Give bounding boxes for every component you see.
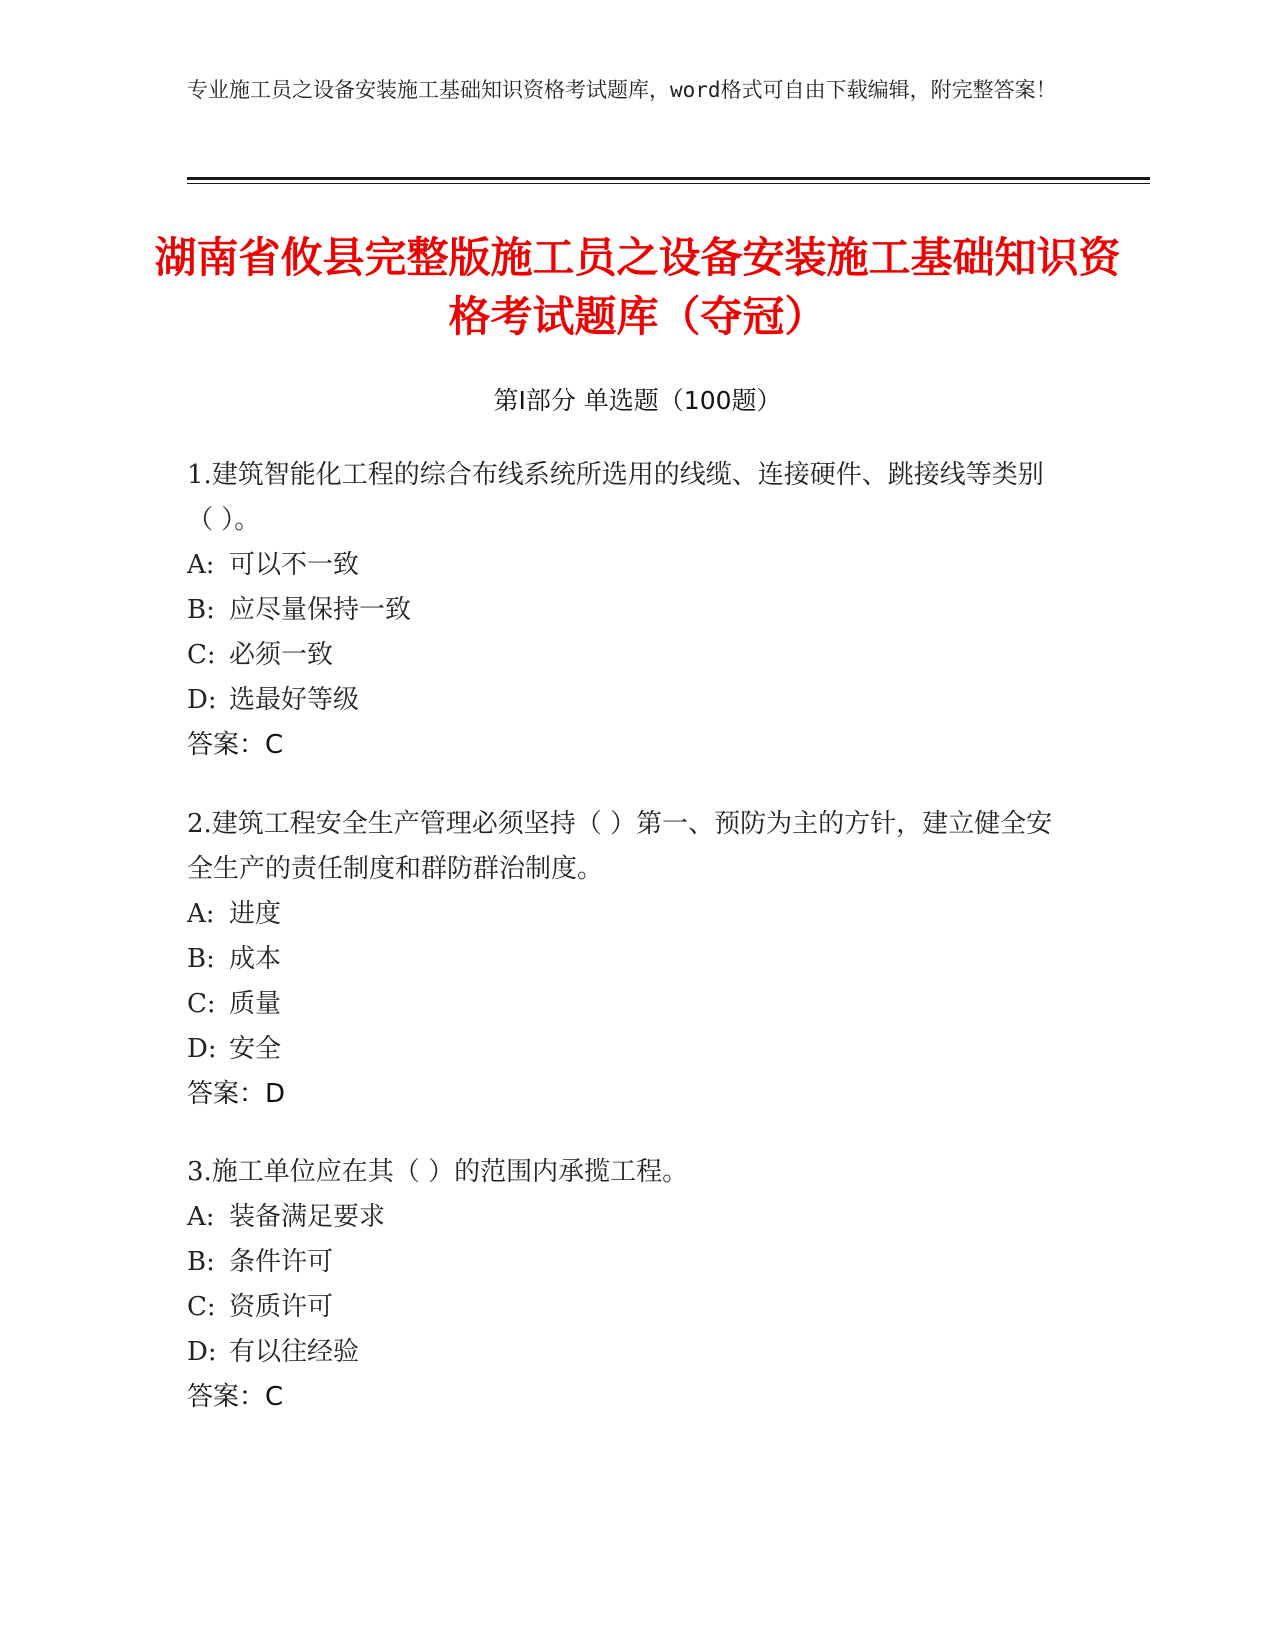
option-letter: B: [187,944,215,974]
option-letter: A: [187,1202,215,1232]
option-text: 有以往经验 [229,1337,360,1367]
header-note: 专业施工员之设备安装施工基础知识资格考试题库，word格式可自由下载编辑，附完整答案！ [187,78,1057,102]
option-letter: C: [187,1292,216,1322]
option-text: 成本 [229,944,282,974]
option-text: 选最好等级 [229,685,360,715]
option-letter: D: [187,1337,217,1367]
option-text: 装备满足要求 [229,1202,386,1232]
option-letter: D: [187,1034,217,1064]
section-title: 第Ⅰ部分 单选题（100题） [493,386,782,415]
option-letter: C: [187,989,216,1019]
question-stem: 1.建筑智能化工程的综合布线系统所选用的线缆、连接硬件、跳接线等类别（ ）。 [187,460,1044,535]
option-letter: B: [187,595,215,625]
option-text: 资质许可 [229,1292,334,1322]
option-d [187,678,1067,723]
option-d [187,1330,1067,1375]
option-letter: D: [187,685,217,715]
option-d [187,1027,1067,1072]
option-letter: A: [187,899,215,929]
option-b [187,937,1067,982]
option-b [187,1240,1067,1285]
answer: 答案：C [187,730,284,760]
option-c [187,633,1067,678]
question-3 [187,1150,1067,1420]
question-stem: 2.建筑工程安全生产管理必须坚持（ ）第一、预防为主的方针，建立健全安全生产的责任制度和群防群治制度。 [187,809,1053,884]
document-title: 湖南省攸县完整版施工员之设备安装施工基础知识资格考试题库（夺冠） [154,233,1121,341]
option-a [187,892,1067,937]
header-divider-thick [187,177,1150,180]
answer: 答案：C [187,1382,284,1412]
option-c [187,1285,1067,1330]
answer: 答案：D [187,1079,286,1109]
option-a [187,543,1067,588]
question-stem: 3.施工单位应在其（ ）的范围内承揽工程。 [187,1157,689,1187]
option-c [187,982,1067,1027]
option-letter: C: [187,640,216,670]
option-text: 可以不一致 [229,550,360,580]
option-text: 安全 [229,1034,282,1064]
question-2 [187,802,1067,1117]
option-letter: A: [187,550,215,580]
option-text: 条件许可 [229,1247,334,1277]
option-text: 质量 [229,989,282,1019]
question-1 [187,453,1067,768]
option-text: 应尽量保持一致 [229,595,412,625]
option-text: 进度 [229,899,282,929]
option-letter: B: [187,1247,215,1277]
option-b [187,588,1067,633]
option-a [187,1195,1067,1240]
option-text: 必须一致 [229,640,334,670]
header-divider-thin [187,183,1150,184]
